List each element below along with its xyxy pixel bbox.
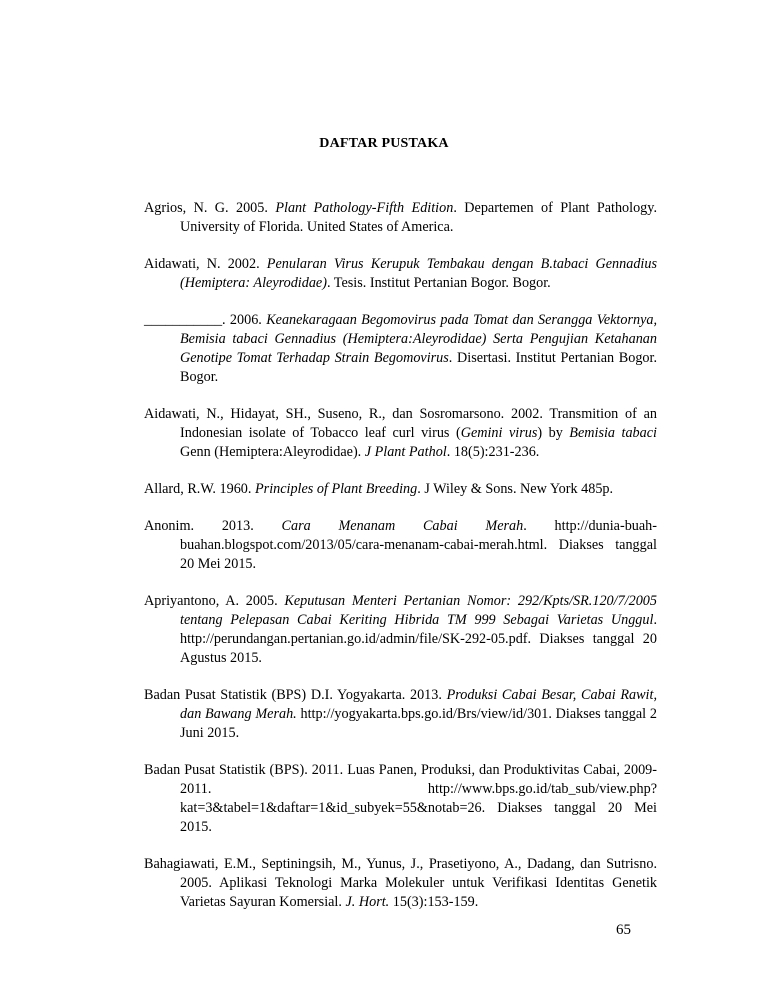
reference-entry: [144, 311, 657, 387]
reference-entry: [144, 480, 657, 499]
reference-text: Agrios, N. G. 2005.: [144, 200, 276, 216]
reference-entry: [144, 761, 657, 837]
reference-entry: [144, 855, 657, 912]
reference-italic-text: Keputusan Menteri Pertanian Nomor: 292/Kpts/SR.120/7/2005 tentang Pelepasan Cabai Keriting Hibrida TM 999 Sebagai Varietas Unggul: [180, 593, 657, 628]
reference-text: ) by: [537, 425, 570, 441]
page-number: 65: [616, 922, 631, 938]
reference-text: Aidawati, N. 2002.: [144, 256, 267, 272]
reference-text: . http://dunia-buah-buahan.blogspot.com/2013/05/cara-menanam-cabai-merah.html. Diakses tanggal 20 Mei 2015.: [180, 518, 657, 572]
page-title: DAFTAR PUSTAKA: [319, 136, 449, 151]
reference-italic-text: Principles of Plant Breeding: [255, 481, 418, 497]
reference-entry: [144, 592, 657, 668]
reference-italic-text: Penularan Virus Kerupuk Tembakau dengan B.tabaci Gennadius (Hemiptera: Aleyrodidae): [180, 256, 657, 291]
reference-text: Aidawati, N., Hidayat, SH., Suseno, R., dan Sosromarsono. 2002. Transmition of an Indonesian isolate of Tobacco leaf curl virus (: [144, 406, 657, 441]
reference-text: . Tesis. Institut Pertanian Bogor. Bogor.: [326, 275, 551, 291]
reference-entry: [144, 199, 657, 237]
reference-italic-text: J Plant Pathol: [364, 444, 447, 460]
reference-italic-text: Cara Menanam Cabai Merah: [281, 518, 524, 534]
reference-text: Genn (Hemiptera:Aleyrodidae).: [180, 444, 365, 460]
reference-italic-text: Gemini virus: [460, 425, 538, 441]
reference-text: http://yogyakarta.bps.go.id/Brs/view/id/301. Diakses tanggal 2 Juni 2015.: [180, 706, 657, 741]
reference-text: Apriyantono, A. 2005.: [144, 593, 285, 609]
reference-italic-text: J. Hort.: [345, 894, 390, 910]
reference-entry: [144, 686, 657, 743]
reference-text: . 18(5):231-236.: [446, 444, 540, 460]
reference-italic-text: Produksi Cabai Besar, Cabai Rawit, dan Bawang Merah.: [180, 687, 657, 722]
reference-text: Badan Pusat Statistik (BPS) D.I. Yogyakarta. 2013.: [144, 687, 447, 703]
reference-list: [144, 199, 657, 930]
reference-text: Bahagiawati, E.M., Septiningsih, M., Yunus, J., Prasetiyono, A., Dadang, dan Sutrisno. 2005. Aplikasi Teknologi Marka Molekuler untuk Verifikasi Identitas Genetik Varietas Sayuran Komersial.: [144, 856, 657, 910]
reference-text: Badan Pusat Statistik (BPS). 2011. Luas Panen, Produksi, dan Produktivitas Cabai, 2009-2011. http://www.bps.go.id/tab_sub/view.php?kat=3&tabel=1&daftar=1&id_subyek=55&notab=26. Diakses tanggal 20 Mei 2015.: [144, 762, 657, 835]
reference-text: . Disertasi. Institut Pertanian Bogor. Bogor.: [180, 350, 657, 385]
reference-italic-text: Plant Pathology-Fifth Edition: [275, 200, 454, 216]
reference-entry: [144, 405, 657, 462]
reference-italic-text: Bemisia tabaci: [569, 425, 657, 441]
reference-text: ___________. 2006.: [144, 312, 267, 328]
reference-text: Allard, R.W. 1960.: [144, 481, 255, 497]
reference-text: . http://perundangan.pertanian.go.id/admin/file/SK-292-05.pdf. Diakses tanggal 20 Agustus 2015.: [180, 612, 657, 666]
reference-entry: [144, 255, 657, 293]
reference-text: . J Wiley & Sons. New York 485p.: [417, 481, 614, 497]
reference-entry: [144, 517, 657, 574]
reference-italic-text: Keanekaragaan Begomovirus pada Tomat dan Serangga Vektornya, Bemisia tabaci Gennadius (Hemiptera:Aleyrodidae) Serta Pengujian Ketahanan Genotipe Tomat Terhadap Strain Begomovirus: [180, 312, 658, 366]
reference-text: 15(3):153-159.: [389, 894, 479, 910]
reference-text: . Departemen of Plant Pathology. University of Florida. United States of America.: [180, 200, 657, 235]
reference-text: Anonim. 2013.: [144, 518, 282, 534]
